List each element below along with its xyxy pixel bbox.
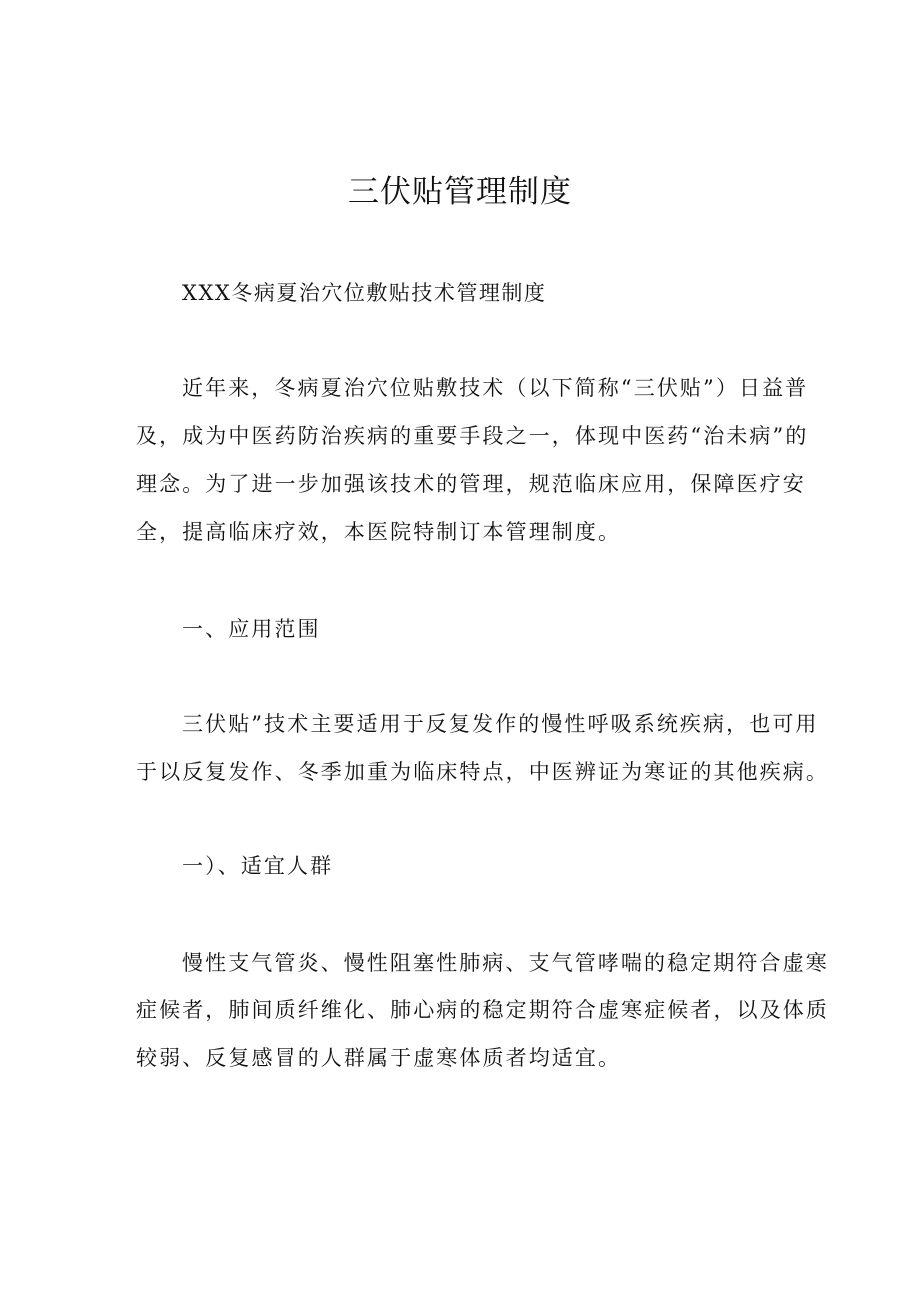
intro-line-1: 近年来，冬病夏治穴位贴敷技术（以下简称“三伏贴”）日益普 xyxy=(182,376,809,400)
population-line-2: 症候者，肺间质纤维化、肺心病的稳定期符合虚寒症候者，以及体质 xyxy=(136,998,829,1022)
population-line-1: 慢性支气管炎、慢性阻塞性肺病、支气管哮喘的稳定期符合虚寒 xyxy=(182,951,829,975)
intro-line-2: 及，成为中医药防治疾病的重要手段之一，体现中医药“治未病”的 xyxy=(136,424,809,448)
scope-line-2: 于以反复发作、冬季加重为临床特点，中医辨证为寒证的其他疾病。 xyxy=(136,760,829,784)
subsection-heading-population: 一）、适宜人群 xyxy=(182,854,334,878)
scope-line-1: 三伏贴”技术主要适用于反复发作的慢性呼吸系统疾病，也可用 xyxy=(182,712,819,736)
intro-line-3: 理念。为了进一步加强该技术的管理，规范临床应用，保障医疗安 xyxy=(136,472,806,496)
intro-line-4: 全，提高临床疗效，本医院特制订本管理制度。 xyxy=(136,520,622,544)
document-subtitle: XXX冬病夏治穴位敷贴技术管理制度 xyxy=(182,281,547,305)
section-heading-scope: 一、应用范围 xyxy=(182,617,321,641)
population-line-3: 较弱、反复感冒的人群属于虚寒体质者均适宜。 xyxy=(136,1046,622,1070)
page-title: 三伏贴管理制度 xyxy=(348,174,572,210)
